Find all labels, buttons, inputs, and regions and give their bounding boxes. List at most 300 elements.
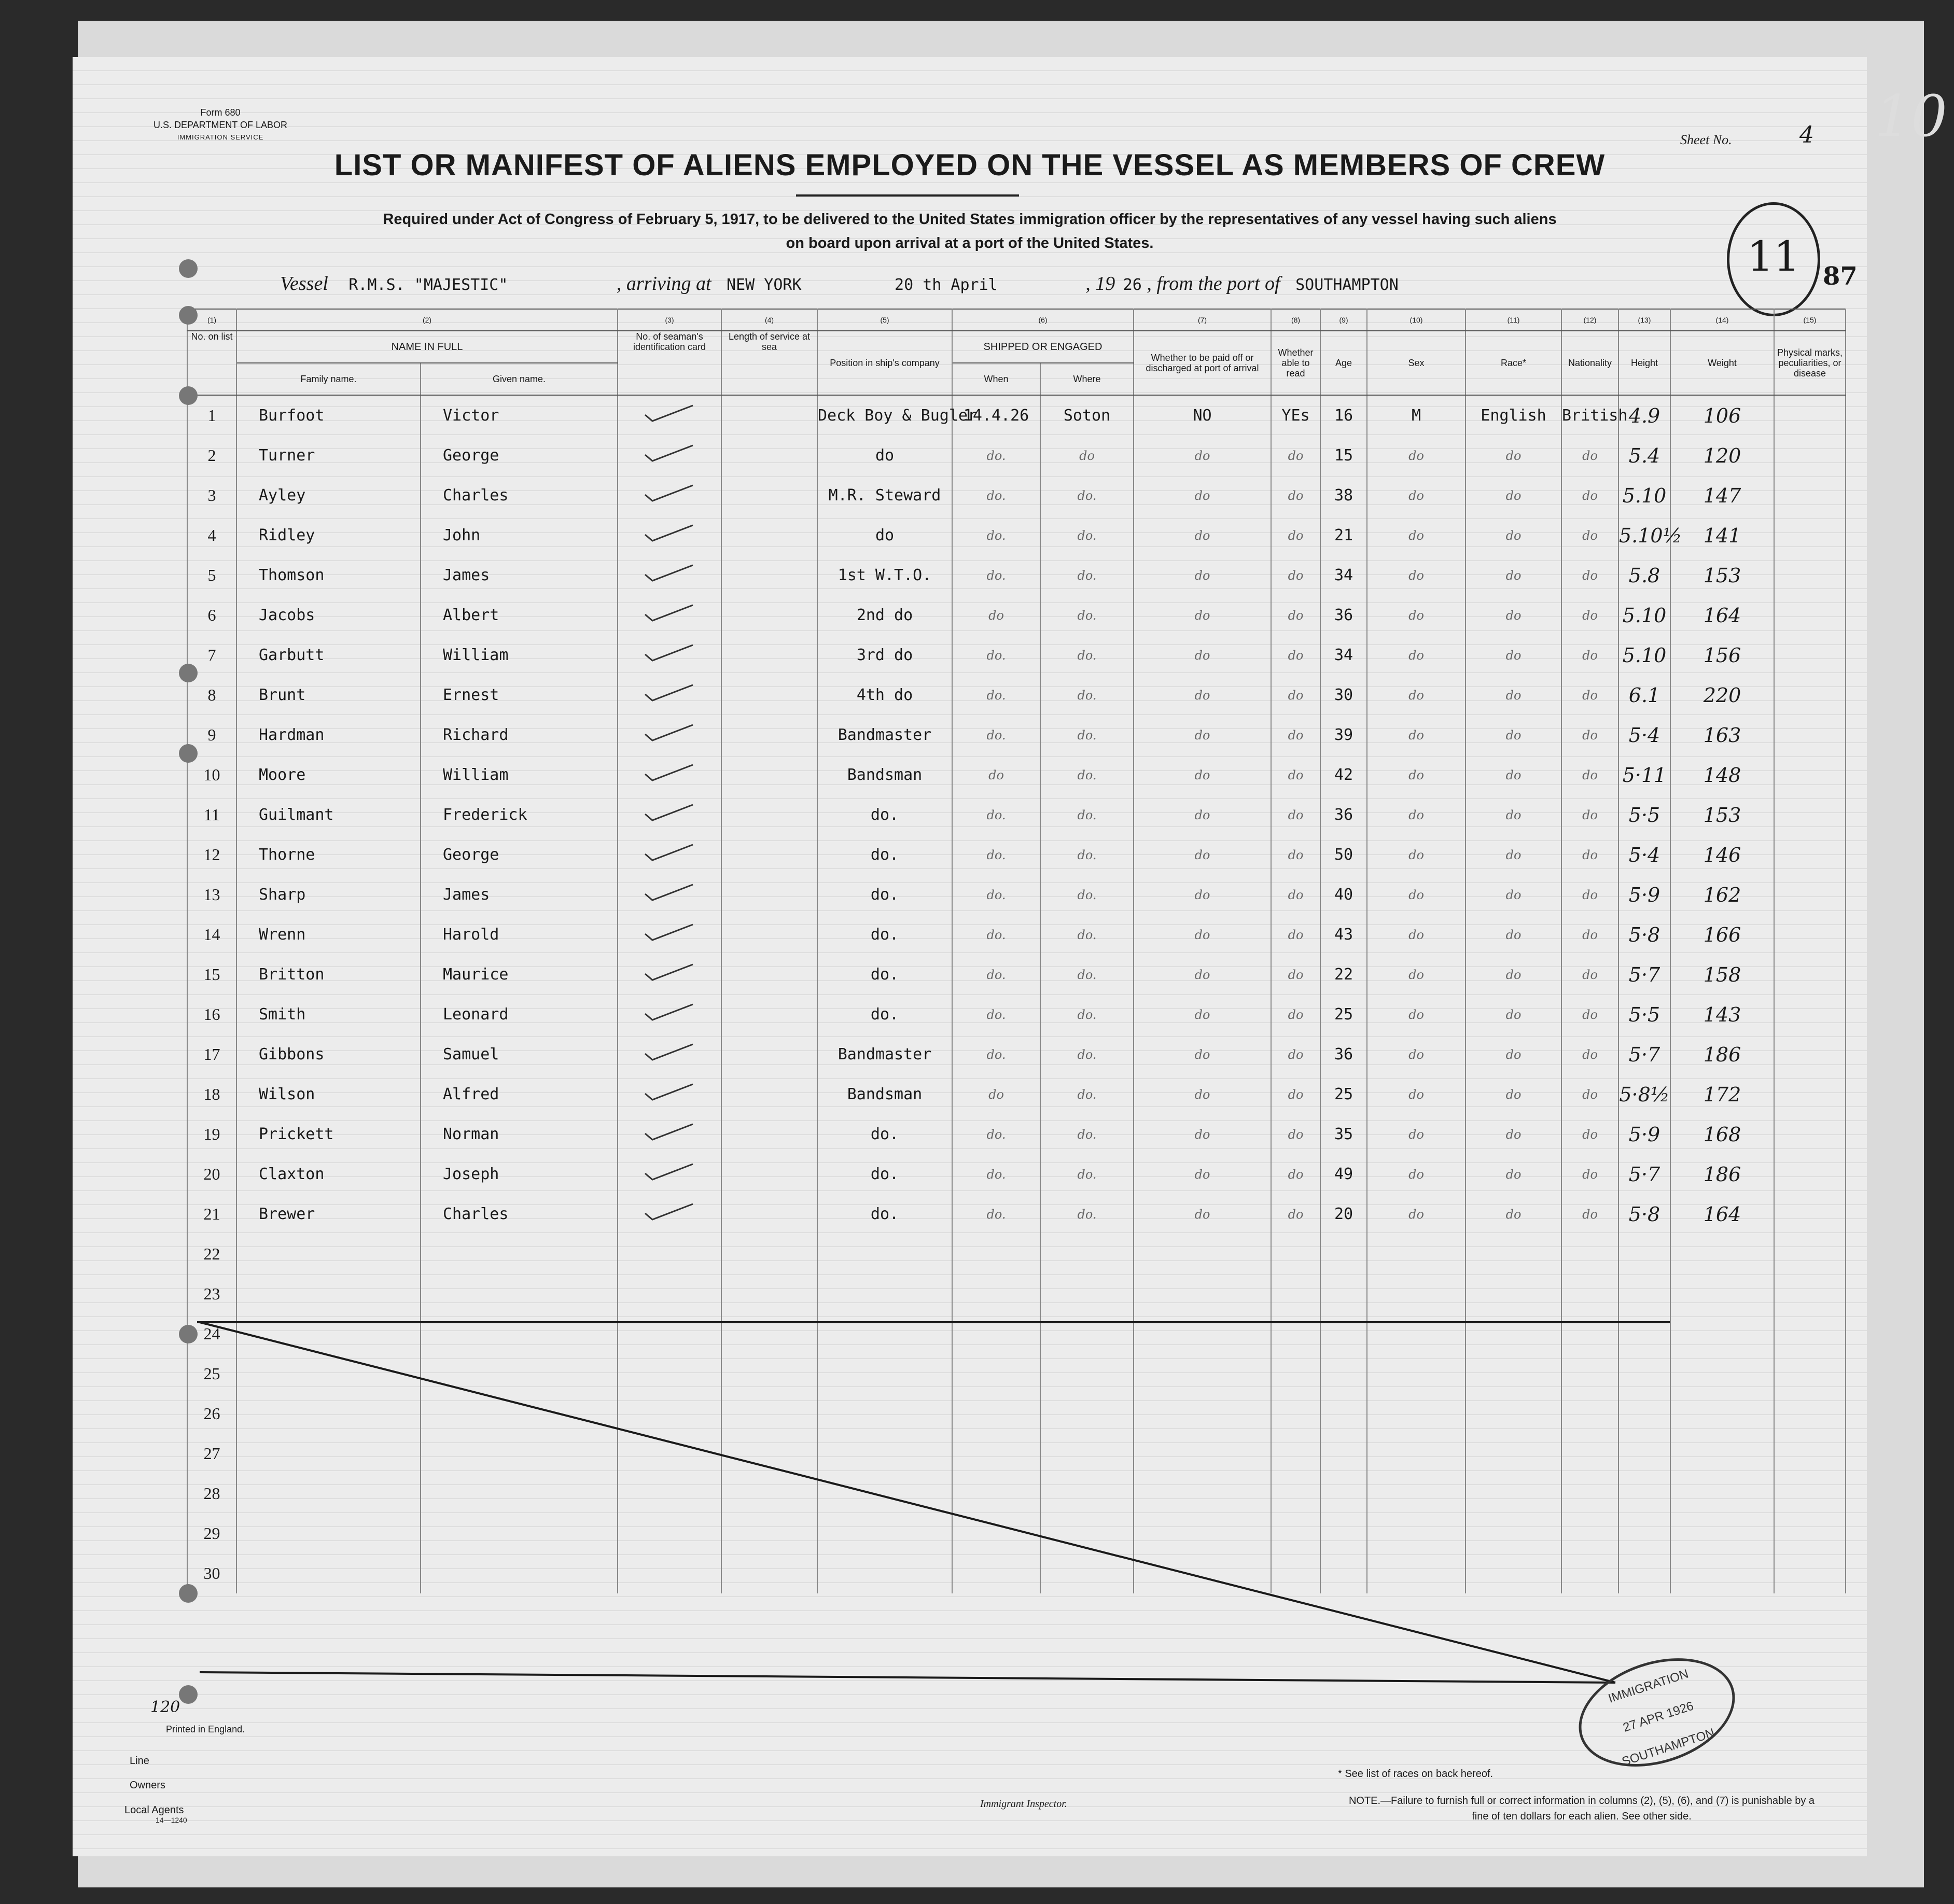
cell-sex: do	[1367, 955, 1466, 995]
cell-no: 3	[187, 475, 236, 515]
cell-race: do	[1466, 1154, 1561, 1194]
cell-family: Wrenn	[236, 915, 421, 955]
cell-when: do.	[952, 1114, 1040, 1154]
header-race: Race*	[1466, 331, 1561, 395]
cell-height: 5·8	[1618, 1194, 1670, 1234]
cell-where: do.	[1040, 795, 1134, 835]
cell-weight: 146	[1670, 835, 1774, 875]
cell-family: Ridley	[236, 515, 421, 555]
cell-nationality: do	[1561, 715, 1618, 755]
cell-age: 22	[1320, 955, 1367, 995]
sheet-number-value: 4	[1799, 122, 1814, 148]
cell-when: do.	[952, 515, 1040, 555]
cell-when: do.	[952, 795, 1040, 835]
cell-height: 5.4	[1618, 436, 1670, 475]
cell-family: Thomson	[236, 555, 421, 595]
cell-no: 8	[187, 675, 236, 715]
cell-where: do.	[1040, 835, 1134, 875]
department: U.S. DEPARTMENT OF LABOR	[153, 120, 288, 130]
header-no-on-list: No. on list	[187, 331, 236, 395]
year-label: , 19	[1085, 273, 1115, 295]
col-num-5: (5)	[817, 309, 952, 331]
cell-race: do	[1466, 675, 1561, 715]
cell-paid: do	[1134, 675, 1271, 715]
cell-no: 12	[187, 835, 236, 875]
cell-read: do	[1271, 835, 1320, 875]
cell-height: 5·9	[1618, 875, 1670, 915]
cell-race: do	[1466, 955, 1561, 995]
cell-race: do	[1466, 755, 1561, 795]
cell-given: Maurice	[421, 955, 618, 995]
cell-given: Harold	[421, 915, 618, 955]
cell-when: do.	[952, 715, 1040, 755]
cell-race: do	[1466, 475, 1561, 515]
cell-no: 27	[187, 1434, 236, 1474]
cell-height: 5.10	[1618, 635, 1670, 675]
sheet-number-label: Sheet No.	[1680, 132, 1732, 147]
col-num-3: (3)	[618, 309, 721, 331]
cell-no: 2	[187, 436, 236, 475]
edge-annotation: 10	[1875, 83, 1947, 149]
cell-when: do.	[952, 1194, 1040, 1234]
page-annotation: 87	[1823, 262, 1858, 291]
cell-age: 36	[1320, 1034, 1367, 1074]
cell-sex: do	[1367, 555, 1466, 595]
cell-weight: 164	[1670, 595, 1774, 635]
cell-nationality: do	[1561, 675, 1618, 715]
cell-family: Jacobs	[236, 595, 421, 635]
cell-read: do	[1271, 436, 1320, 475]
cell-nationality: do	[1561, 995, 1618, 1034]
cell-sex: do	[1367, 915, 1466, 955]
cell-given: Alfred	[421, 1074, 618, 1114]
cell-no: 4	[187, 515, 236, 555]
cell-weight: 162	[1670, 875, 1774, 915]
binder-hole	[179, 259, 198, 278]
cell-height: 6.1	[1618, 675, 1670, 715]
col-num-11: (11)	[1466, 309, 1561, 331]
cell-given: Samuel	[421, 1034, 618, 1074]
cell-paid: do	[1134, 875, 1271, 915]
cell-when: do.	[952, 875, 1040, 915]
cell-weight: 163	[1670, 715, 1774, 755]
cell-weight: 153	[1670, 795, 1774, 835]
cell-when: do	[952, 595, 1040, 635]
strike-through-lines	[73, 57, 1867, 1856]
cell-read: do	[1271, 1034, 1320, 1074]
cell-no: 10	[187, 755, 236, 795]
cell-given: Albert	[421, 595, 618, 635]
cell-age: 36	[1320, 595, 1367, 635]
cell-sex: do	[1367, 1114, 1466, 1154]
cell-given: William	[421, 755, 618, 795]
cell-paid: do	[1134, 635, 1271, 675]
cell-nationality: do	[1561, 1074, 1618, 1114]
cell-no: 15	[187, 955, 236, 995]
cell-age: 38	[1320, 475, 1367, 515]
cell-nationality: do	[1561, 475, 1618, 515]
cell-nationality: British	[1561, 395, 1618, 436]
cell-weight: 153	[1670, 555, 1774, 595]
cell-when: do.	[952, 835, 1040, 875]
cell-sex: do	[1367, 595, 1466, 635]
cell-age: 40	[1320, 875, 1367, 915]
cell-where: do.	[1040, 875, 1134, 915]
cell-race: do	[1466, 915, 1561, 955]
cell-family: Wilson	[236, 1074, 421, 1114]
cell-family: Brewer	[236, 1194, 421, 1234]
cell-family: Burfoot	[236, 395, 421, 436]
cell-weight: 120	[1670, 436, 1774, 475]
cell-position: do	[817, 436, 952, 475]
cell-weight: 168	[1670, 1114, 1774, 1154]
cell-family: Guilmant	[236, 795, 421, 835]
col-num-2: (2)	[236, 309, 618, 331]
cell-where: do.	[1040, 1114, 1134, 1154]
cell-sex: do	[1367, 715, 1466, 755]
cell-paid: do	[1134, 955, 1271, 995]
cell-weight: 166	[1670, 915, 1774, 955]
cell-position: do.	[817, 875, 952, 915]
cell-paid: do	[1134, 1194, 1271, 1234]
cell-no: 20	[187, 1154, 236, 1194]
cell-paid: do	[1134, 1114, 1271, 1154]
cell-race: do	[1466, 1034, 1561, 1074]
penalty-note: NOTE.—Failure to furnish full or correct information in columns (2), (5), (6), and (7) is punishable by a fine of ten dollars for each alien. See other side.	[1348, 1795, 1815, 1822]
cell-when: do.	[952, 1154, 1040, 1194]
cell-height: 4.9	[1618, 395, 1670, 436]
cell-when: do.	[952, 635, 1040, 675]
cell-when: do.	[952, 555, 1040, 595]
cell-given: George	[421, 436, 618, 475]
vessel-name: R.M.S. "MAJESTIC"	[348, 276, 508, 294]
cell-weight: 106	[1670, 395, 1774, 436]
cell-position: 4th do	[817, 675, 952, 715]
strike-line-diagonal	[200, 1322, 1615, 1683]
cell-where: do.	[1040, 515, 1134, 555]
cell-read: do	[1271, 995, 1320, 1034]
cell-weight: 143	[1670, 995, 1774, 1034]
cell-when: do.	[952, 995, 1040, 1034]
cell-weight: 141	[1670, 515, 1774, 555]
cell-race: do	[1466, 875, 1561, 915]
cell-nationality: do	[1561, 436, 1618, 475]
cell-no: 26	[187, 1394, 236, 1434]
cell-given: Charles	[421, 1194, 618, 1234]
cell-age: 42	[1320, 755, 1367, 795]
cell-family: Ayley	[236, 475, 421, 515]
cell-height: 5.10½	[1618, 515, 1670, 555]
cell-nationality: do	[1561, 755, 1618, 795]
cell-position: Deck Boy & Bugler	[817, 395, 952, 436]
cell-read: do	[1271, 595, 1320, 635]
cell-family: Moore	[236, 755, 421, 795]
cell-sex: do	[1367, 875, 1466, 915]
cell-position: 2nd do	[817, 595, 952, 635]
cell-given: Ernest	[421, 675, 618, 715]
cell-read: do	[1271, 1114, 1320, 1154]
binder-hole	[179, 1325, 198, 1343]
cell-given: George	[421, 835, 618, 875]
departure-port: SOUTHAMPTON	[1295, 276, 1399, 294]
binder-hole	[179, 744, 198, 763]
cell-height: 5.10	[1618, 475, 1670, 515]
cell-read: do	[1271, 955, 1320, 995]
local-agents-label: Local Agents	[124, 1804, 184, 1816]
cell-age: 39	[1320, 715, 1367, 755]
cell-where: do.	[1040, 1034, 1134, 1074]
cell-no: 23	[187, 1274, 236, 1314]
cell-sex: do	[1367, 1154, 1466, 1194]
circled-annotation: 11	[1727, 202, 1820, 316]
cell-sex: do	[1367, 1194, 1466, 1234]
cell-family: Brunt	[236, 675, 421, 715]
arrival-port: NEW YORK	[727, 276, 802, 294]
cell-family: Gibbons	[236, 1034, 421, 1074]
cell-paid: do	[1134, 715, 1271, 755]
col-num-10: (10)	[1367, 309, 1466, 331]
requirement-line-1: Required under Act of Congress of February 5, 1917, to be delivered to the United States immigration officer by the representatives of any vessel having such aliens	[383, 211, 1557, 228]
cell-given: Charles	[421, 475, 618, 515]
form-number: Form 680	[200, 107, 241, 118]
cell-paid: NO	[1134, 395, 1271, 436]
cell-no: 22	[187, 1234, 236, 1274]
binder-hole	[179, 386, 198, 405]
cell-sex: do	[1367, 995, 1466, 1034]
page-title: LIST OR MANIFEST OF ALIENS EMPLOYED ON THE VESSEL AS MEMBERS OF CREW	[334, 148, 1606, 182]
cell-when: do	[952, 1074, 1040, 1114]
cell-height: 5·7	[1618, 1034, 1670, 1074]
cell-where: do.	[1040, 635, 1134, 675]
cell-no: 21	[187, 1194, 236, 1234]
cell-no: 18	[187, 1074, 236, 1114]
cell-nationality: do	[1561, 635, 1618, 675]
owners-label: Owners	[130, 1780, 165, 1791]
cell-paid: do	[1134, 475, 1271, 515]
col-num-4: (4)	[721, 309, 817, 331]
cell-height: 5·7	[1618, 1154, 1670, 1194]
cell-weight: 172	[1670, 1074, 1774, 1114]
header-length-service: Length of service at sea	[721, 331, 817, 395]
cell-sex: do	[1367, 675, 1466, 715]
cell-family: Hardman	[236, 715, 421, 755]
strike-line-bottom	[200, 1672, 1615, 1683]
margin-annotation: 120	[150, 1698, 180, 1716]
from-port-label: , from the port of	[1147, 273, 1280, 295]
header-sex: Sex	[1367, 331, 1466, 395]
cell-paid: do	[1134, 995, 1271, 1034]
cell-family: Thorne	[236, 835, 421, 875]
cell-nationality: do	[1561, 1034, 1618, 1074]
cell-given: Norman	[421, 1114, 618, 1154]
cell-no: 1	[187, 395, 236, 436]
arrival-date: 20 th April	[895, 276, 998, 294]
cell-position: do.	[817, 1154, 952, 1194]
cell-age: 21	[1320, 515, 1367, 555]
manifest-sheet	[73, 57, 1867, 1856]
cell-age: 30	[1320, 675, 1367, 715]
cell-race: do	[1466, 436, 1561, 475]
cell-nationality: do	[1561, 1194, 1618, 1234]
cell-where: do.	[1040, 995, 1134, 1034]
cell-family: Sharp	[236, 875, 421, 915]
cell-where: do.	[1040, 1154, 1134, 1194]
cell-position: Bandmaster	[817, 715, 952, 755]
header-weight: Weight	[1670, 331, 1774, 395]
line-label: Line	[130, 1755, 149, 1767]
cell-read: do	[1271, 795, 1320, 835]
cell-age: 34	[1320, 635, 1367, 675]
cell-nationality: do	[1561, 795, 1618, 835]
cell-sex: do	[1367, 1034, 1466, 1074]
cell-position: Bandsman	[817, 1074, 952, 1114]
cell-given: Leonard	[421, 995, 618, 1034]
cell-family: Claxton	[236, 1154, 421, 1194]
cell-weight: 148	[1670, 755, 1774, 795]
cell-paid: do	[1134, 1074, 1271, 1114]
binder-hole	[179, 1685, 198, 1704]
cell-when: do.	[952, 475, 1040, 515]
col-num-13: (13)	[1618, 309, 1670, 331]
cell-no: 5	[187, 555, 236, 595]
cell-position: M.R. Steward	[817, 475, 952, 515]
cell-no: 28	[187, 1474, 236, 1514]
header-height: Height	[1618, 331, 1670, 395]
cell-where: do.	[1040, 955, 1134, 995]
vessel-label: Vessel	[280, 273, 328, 295]
cell-weight: 220	[1670, 675, 1774, 715]
cell-position: do.	[817, 835, 952, 875]
cell-paid: do	[1134, 436, 1271, 475]
cell-when: do	[952, 755, 1040, 795]
cell-race: do	[1466, 595, 1561, 635]
cell-race: do	[1466, 515, 1561, 555]
cell-position: do.	[817, 1194, 952, 1234]
col-num-14: (14)	[1670, 309, 1774, 331]
binder-hole	[179, 664, 198, 682]
cell-read: do	[1271, 715, 1320, 755]
cell-paid: do	[1134, 835, 1271, 875]
cell-height: 5·11	[1618, 755, 1670, 795]
cell-given: Frederick	[421, 795, 618, 835]
cell-paid: do	[1134, 795, 1271, 835]
cell-race: do	[1466, 795, 1561, 835]
cell-when: do.	[952, 1034, 1040, 1074]
cell-when: do.	[952, 436, 1040, 475]
stamp-line-2: 27 APR 1926	[1621, 1699, 1696, 1735]
cell-height: 5·5	[1618, 995, 1670, 1034]
cell-read: do	[1271, 875, 1320, 915]
cell-height: 5·5	[1618, 795, 1670, 835]
cell-where: do.	[1040, 1194, 1134, 1234]
cell-race: do	[1466, 635, 1561, 675]
cell-where: do	[1040, 436, 1134, 475]
printed-in: Printed in England.	[166, 1724, 245, 1734]
cell-nationality: do	[1561, 555, 1618, 595]
cell-read: do	[1271, 1194, 1320, 1234]
cell-height: 5·9	[1618, 1114, 1670, 1154]
cell-position: do.	[817, 955, 952, 995]
stamp-line-1: IMMIGRATION	[1606, 1667, 1691, 1706]
cell-nationality: do	[1561, 875, 1618, 915]
cell-where: do.	[1040, 715, 1134, 755]
cell-paid: do	[1134, 595, 1271, 635]
cell-nationality: do	[1561, 915, 1618, 955]
stamp-line-3: SOUTHAMPTON	[1620, 1726, 1716, 1769]
cell-when: do.	[952, 955, 1040, 995]
arriving-label: , arriving at	[616, 273, 711, 295]
cell-no: 9	[187, 715, 236, 755]
cell-family: Garbutt	[236, 635, 421, 675]
cell-sex: do	[1367, 475, 1466, 515]
cell-age: 43	[1320, 915, 1367, 955]
cell-paid: do	[1134, 555, 1271, 595]
cell-nationality: do	[1561, 835, 1618, 875]
cell-race: do	[1466, 555, 1561, 595]
cell-where: do.	[1040, 555, 1134, 595]
cell-nationality: do	[1561, 595, 1618, 635]
cell-weight: 186	[1670, 1154, 1774, 1194]
cell-no: 16	[187, 995, 236, 1034]
cell-family: Smith	[236, 995, 421, 1034]
cell-no: 19	[187, 1114, 236, 1154]
inspector-label: Immigrant Inspector.	[980, 1798, 1067, 1810]
cell-read: do	[1271, 755, 1320, 795]
cell-age: 20	[1320, 1194, 1367, 1234]
header-where: Where	[1040, 363, 1134, 395]
header-marks: Physical marks, peculiarities, or disease	[1774, 331, 1846, 395]
cell-age: 25	[1320, 1074, 1367, 1114]
col-num-8: (8)	[1271, 309, 1320, 331]
col-num-1: (1)	[187, 309, 236, 331]
cell-no: 29	[187, 1514, 236, 1553]
header-nationality: Nationality	[1561, 331, 1618, 395]
cell-position: Bandmaster	[817, 1034, 952, 1074]
header-name-in-full: NAME IN FULL	[236, 331, 618, 363]
header-able-read: Whether able to read	[1271, 331, 1320, 395]
race-note: * See list of races on back hereof.	[1338, 1768, 1494, 1780]
cell-weight: 156	[1670, 635, 1774, 675]
cell-age: 36	[1320, 795, 1367, 835]
cell-given: John	[421, 515, 618, 555]
col-num-7: (7)	[1134, 309, 1271, 331]
cell-read: do	[1271, 475, 1320, 515]
cell-given: Joseph	[421, 1154, 618, 1194]
cell-read: do	[1271, 675, 1320, 715]
cell-position: do.	[817, 795, 952, 835]
header-age: Age	[1320, 331, 1367, 395]
cell-where: do.	[1040, 595, 1134, 635]
cell-sex: do	[1367, 436, 1466, 475]
cell-race: English	[1466, 395, 1561, 436]
cell-race: do	[1466, 1114, 1561, 1154]
cell-race: do	[1466, 1194, 1561, 1234]
cell-read: do	[1271, 515, 1320, 555]
header-position: Position in ship's company	[817, 331, 952, 395]
cell-age: 25	[1320, 995, 1367, 1034]
cell-weight: 147	[1670, 475, 1774, 515]
cell-sex: do	[1367, 1074, 1466, 1114]
cell-family: Britton	[236, 955, 421, 995]
cell-position: 1st W.T.O.	[817, 555, 952, 595]
cell-read: do	[1271, 1074, 1320, 1114]
cell-where: do.	[1040, 1074, 1134, 1114]
col-num-12: (12)	[1561, 309, 1618, 331]
cell-nationality: do	[1561, 515, 1618, 555]
header-shipped: SHIPPED OR ENGAGED	[952, 331, 1134, 363]
cell-position: do	[817, 515, 952, 555]
cell-sex: do	[1367, 835, 1466, 875]
